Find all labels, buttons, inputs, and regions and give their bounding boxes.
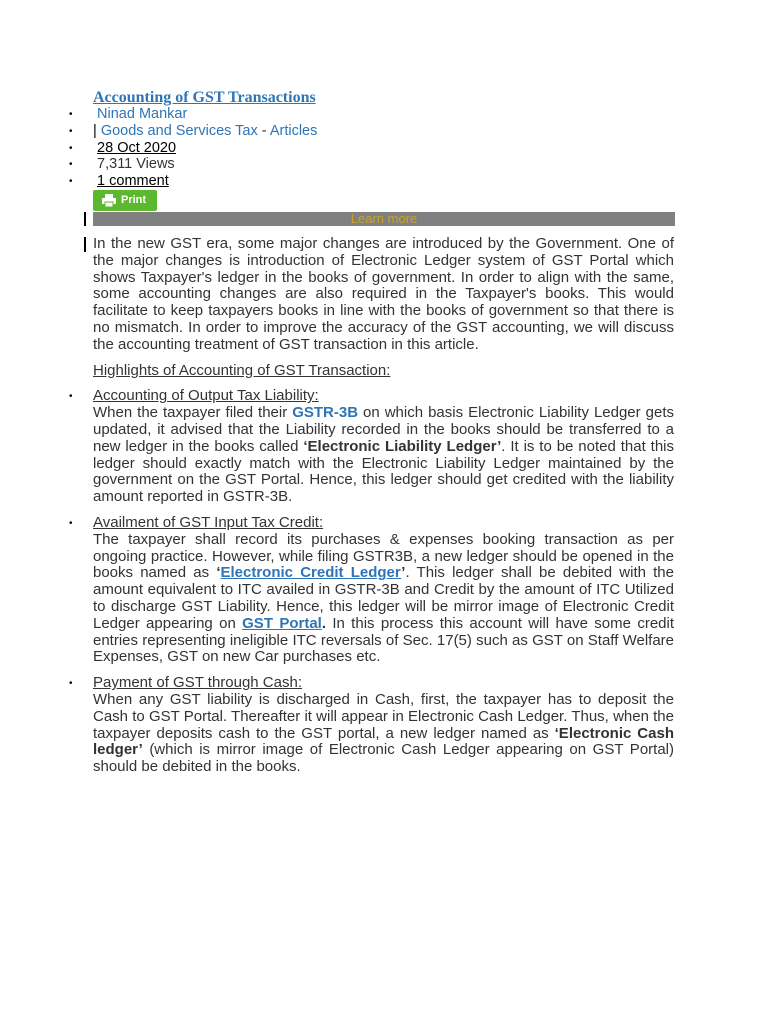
- section-text: [93, 532, 674, 666]
- section-heading: Accounting of Output Tax Liability:: [93, 387, 319, 405]
- learn-more-link[interactable]: Learn more: [350, 211, 418, 226]
- section-heading: Availment of GST Input Tax Credit:: [93, 513, 324, 531]
- meta-dash: -: [261, 122, 267, 139]
- print-label: Print: [121, 194, 147, 206]
- bullet-icon: •: [69, 109, 73, 120]
- section-link[interactable]: Articles: [269, 122, 318, 139]
- period-mark: .: [321, 614, 326, 632]
- bold-term: ‘Electronic Liability Ledger’: [303, 437, 502, 455]
- highlights-heading: Highlights of Accounting of GST Transaction:: [93, 361, 391, 379]
- intro-paragraph: In the new GST era, some major changes are introduced by the Government. One of the major changes is introduction of Electronic Ledger system of GST Portal which shows Taxpayer's ledger in the books of government. In order to align with the same, some accounting changes are also required in the Taxpayer's books. This would facilitate to keep taxpayers books in line with the books of government so that there is no mismatch. In order to improve the accuracy of the GST accounting, we will discuss the accounting treatment of GST transaction in this article.: [93, 235, 674, 353]
- left-bar: [84, 237, 86, 252]
- views-count: 7,311 Views: [97, 156, 175, 173]
- article-body: [69, 235, 675, 776]
- meta-author: [69, 106, 653, 123]
- quote-mark: ‘: [216, 564, 221, 582]
- bullet-icon: •: [69, 517, 73, 529]
- meta-views: [69, 156, 653, 173]
- section-text-part: (which is mirror image of Electronic Cash Ledger appearing on GST Portal) should be debited in the books.: [93, 741, 674, 776]
- left-bar: [84, 212, 86, 226]
- section-text-part: When any GST liability is discharged in Cash, first, the taxpayer has to deposit the Cash to GST Portal. Thereafter it will appear in Electronic Cash Ledger. Thus, when the taxpayer deposits cash to the GST portal, a new ledger named as: [93, 690, 674, 742]
- article-meta: [69, 106, 653, 190]
- section-text-part: . It is to be noted that this ledger should exactly match with the Electronic Liability Ledger maintained by the government on the GST Portal. Hence, this ledger should get credited with the liability amount reported in GSTR-3B.: [93, 437, 674, 506]
- print-button[interactable]: [93, 190, 157, 211]
- date-link[interactable]: 28 Oct 2020: [97, 139, 177, 156]
- gst-portal-link[interactable]: GST Portal: [242, 614, 322, 632]
- bullet-icon: •: [69, 176, 73, 188]
- electronic-credit-ledger-link[interactable]: Electronic Credit Ledger: [220, 564, 402, 582]
- section-heading: Payment of GST through Cash:: [93, 674, 302, 692]
- gstr-3b-link[interactable]: GSTR-3B: [292, 404, 359, 422]
- section-text-part: The taxpayer shall record its purchases & expenses booking transaction as per ongoing practice. However, while filing GSTR3B, a new ledger should be opened in the books named as: [93, 530, 674, 582]
- bullet-icon: •: [69, 391, 73, 403]
- printer-icon: [102, 194, 116, 207]
- section-cash-payment: [69, 674, 674, 776]
- bullet-icon: •: [69, 159, 73, 171]
- meta-date: [69, 139, 653, 157]
- section-output-tax: [69, 387, 674, 506]
- meta-separator: |: [93, 122, 97, 139]
- article-title[interactable]: Accounting of GST Transactions: [93, 89, 316, 106]
- section-text: [93, 405, 674, 506]
- section-text: [93, 692, 674, 776]
- comments-link[interactable]: 1 comment: [97, 173, 169, 190]
- learn-more-bar[interactable]: [93, 212, 675, 226]
- section-text-part: on which basis Electronic Liability Ledger gets updated, it advised that the Liability recorded in the books should be transferred to a new ledger in the books called: [93, 404, 674, 455]
- meta-category: [69, 122, 653, 140]
- section-input-tax-credit: [69, 513, 675, 666]
- section-text-part: In this process this account will have some credit entries representing ineligible ITC reversals of Sec. 17(5) such as GST on Staff Welfare Expenses, GST on new Car purchases etc.: [93, 614, 675, 666]
- bullet-icon: •: [69, 125, 73, 137]
- quote-mark: ’: [401, 564, 406, 582]
- category-link[interactable]: Goods and Services Tax: [100, 122, 258, 139]
- author-link[interactable]: Ninad Mankar: [97, 106, 188, 122]
- bullet-icon: •: [69, 678, 73, 690]
- bullet-icon: •: [69, 142, 73, 154]
- section-text-part: . This ledger shall be debited with the amount equivalent to ITC availed in GSTR-3B and Credit by the amount of ITC Utilized to discharge GST Liability. Hence, this ledger will be mirror image of Electronic Credit Ledger appearing on: [93, 564, 674, 632]
- meta-comments: [69, 173, 653, 190]
- section-text-part: When the taxpayer filed their: [93, 404, 293, 422]
- bold-term: ‘Electronic Cash ledger’: [93, 724, 674, 759]
